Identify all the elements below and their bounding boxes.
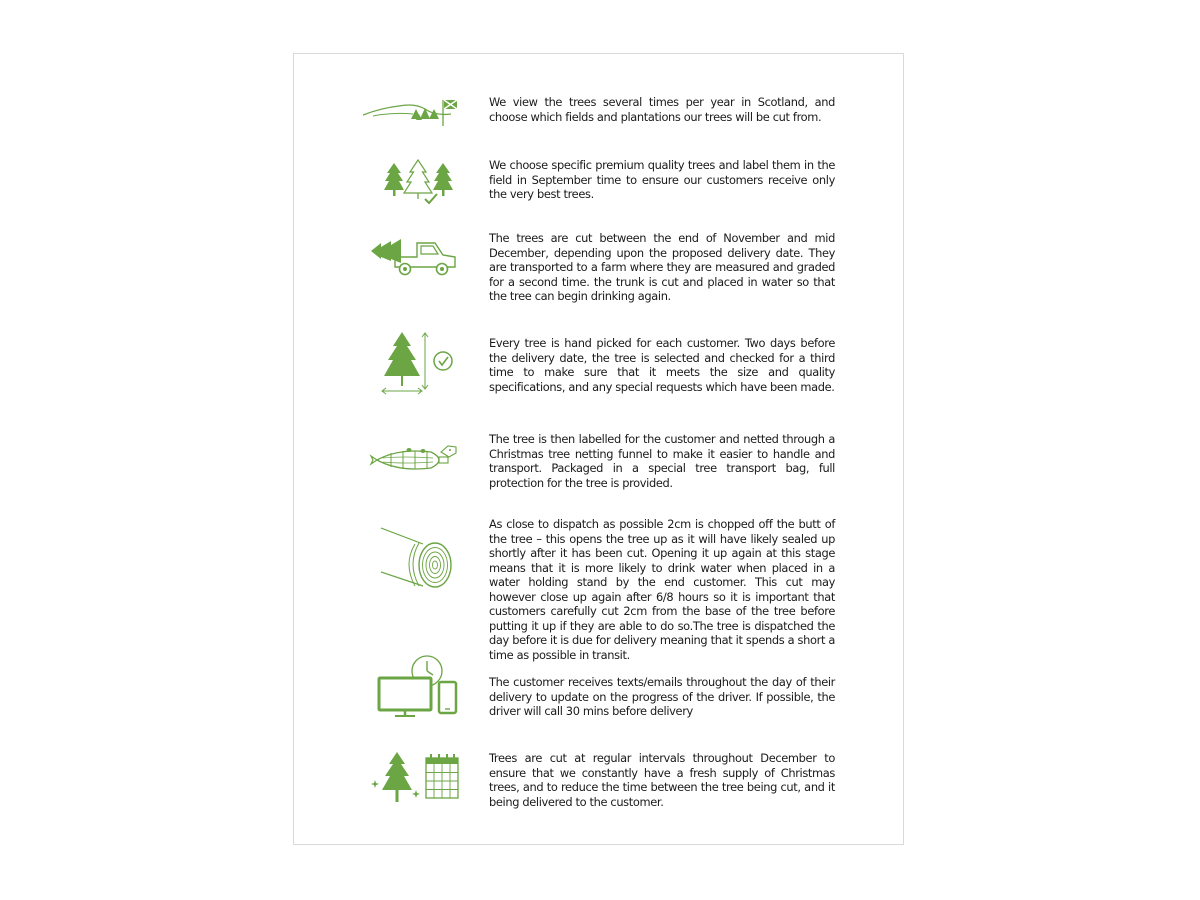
truck-with-tree-icon — [359, 233, 464, 281]
step-description: The tree is then labelled for the customer and netted through a Christmas tree netting funnel to make it easier to handle and transport. Packaged in a special tree transport bag, full protection for the tree is provided. — [489, 432, 835, 490]
netted-tree-tag-icon — [359, 438, 464, 482]
step-description: As close to dispatch as possible 2cm is chopped off the butt of the tree – this opens the tree up as it will have likely sealed up shortly after it has been cut. Opening it up again at this stage means that it is more likely to drink water when placed in a water holding stand by the end customer. This cut may however close up again after 6/8 hours so it is important that customers carefully cut 2cm from the base of the tree before putting it up if they are able to do so.The tree is dispatched the day before it is due for delivery meaning that it spends a short a time as possible in transit. — [489, 517, 835, 662]
step-description: We view the trees several times per year in Scotland, and choose which fields and plantations our trees will be cut from. — [489, 95, 835, 124]
step-description: Every tree is hand picked for each customer. Two days before the delivery date, the tree is selected and checked for a third time to make sure that it meets the size and quality specifications, and any special requests which have been made. — [489, 336, 835, 394]
step-description: We choose specific premium quality trees and label them in the field in September time to ensure our customers receive only the very best trees. — [489, 158, 835, 201]
step-description: Trees are cut at regular intervals throughout December to ensure that we constantly have a fresh supply of Christmas trees, and to reduce the time between the tree being cut, and it being delivered to the customer. — [489, 751, 835, 809]
document-page — [293, 53, 904, 845]
step-description: The trees are cut between the end of November and mid December, depending upon the proposed delivery date. They are transported to a farm where they are measured and graded for a second time. the trunk is cut and placed in water so that the tree can begin drinking again. — [489, 231, 835, 303]
tree-calendar-icon — [359, 750, 464, 808]
step-description: The customer receives texts/emails throughout the day of their delivery to update on the progress of the driver. If possible, the driver will call 30 mins before delivery — [489, 675, 835, 718]
devices-clock-icon — [359, 650, 464, 720]
scotland-hills-flag-icon — [359, 94, 464, 134]
tree-selection-check-icon — [359, 159, 464, 207]
trunk-cut-rings-icon — [359, 524, 464, 596]
measured-tree-check-icon — [359, 330, 464, 396]
